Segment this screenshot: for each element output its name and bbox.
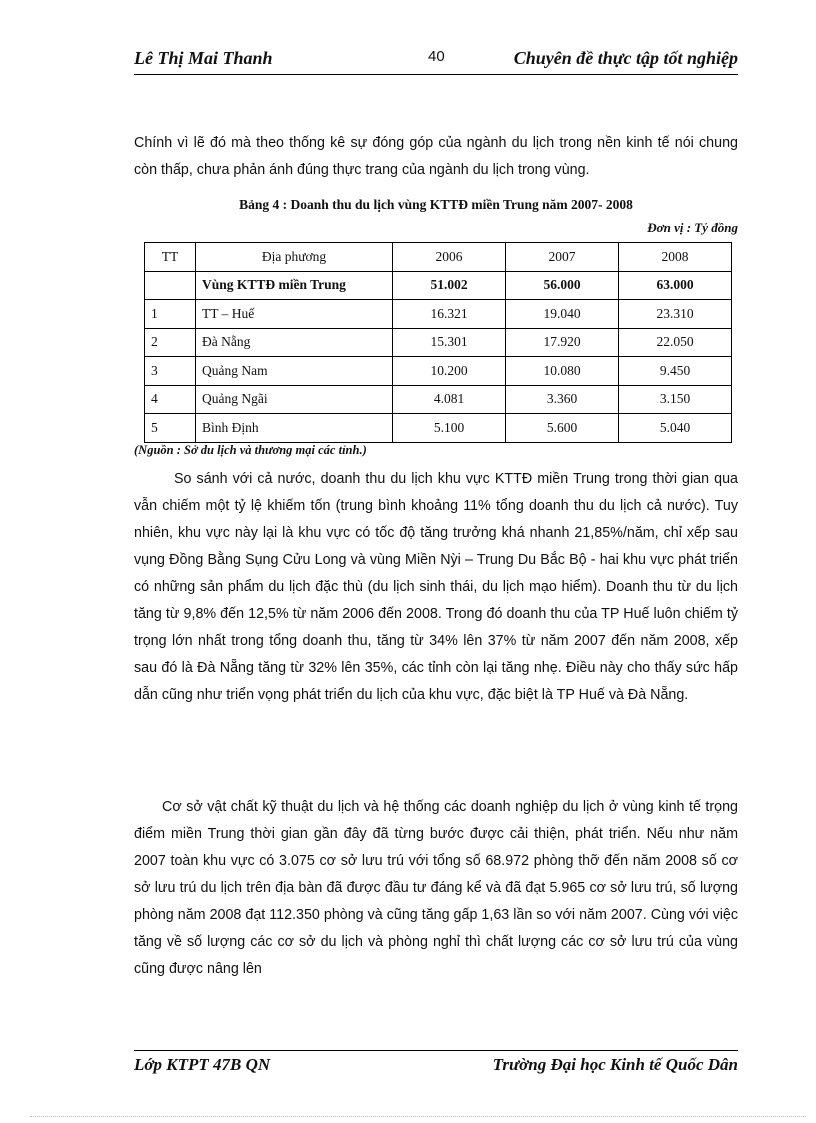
table-cell: 23.310: [619, 300, 732, 329]
table-cell: 3.360: [506, 385, 619, 414]
table-cell: 63.000: [619, 271, 732, 300]
header-doc-title: Chuyên đề thực tập tốt nghiệp: [513, 48, 738, 68]
table-cell: 1: [145, 300, 196, 329]
intro-paragraph: Chính vì lẽ đó mà theo thống kê sự đóng góp của ngành du lịch trong nền kinh tế nói chung còn thấp, chưa phản ánh đúng thực trang của ngành du lịch trong vùng.: [134, 135, 738, 178]
body-paragraph-3: Cơ sở vật chất kỹ thuật du lịch và hệ thống các doanh nghiệp du lịch ở vùng kinh tế trọng điểm miền Trung thời gian gần đây đã từng bước được cải thiện, phát triển. Nếu như năm 2007 toàn khu vực có 3.075 cơ sở lưu trú với tổng số 68.972 phòng thỡ đến năm 2008 số cơ sở lưu trú du lịch trên địa bàn đã được đầu tư đáng kể và đã đạt 5.965 cơ sở lưu trú, số lượng phòng năm 2008 đạt 112.350 phòng và cũng tăng gấp 1,63 lần so với năm 2007. Cùng với việc tăng về số lượng các cơ sở du lịch và phòng nghỉ thì chất lượng các cơ sở lưu trú của vùng cũng được nâng lên: [134, 799, 738, 977]
table-cell: 10.200: [393, 357, 506, 386]
table-row: [145, 414, 732, 443]
table-cell: 15.301: [393, 328, 506, 357]
table-header-cell: 2006: [393, 243, 506, 272]
table-header-row: [145, 243, 732, 272]
table-cell: 19.040: [506, 300, 619, 329]
table-cell: Quảng Nam: [196, 357, 393, 386]
table-cell: Bình Định: [196, 414, 393, 443]
page-footer: [134, 1050, 738, 1081]
table-cell: 17.920: [506, 328, 619, 357]
header-author: Lê Thị Mai Thanh: [134, 48, 273, 68]
table-row: [145, 357, 732, 386]
footer-class-name: Lớp KTPT 47B QN: [134, 1055, 271, 1074]
page-header: [134, 44, 738, 75]
table-cell: Đà Nẵng: [196, 328, 393, 357]
table-unit: Đơn vị : Tỷ đồng: [647, 220, 738, 235]
footer-university: Trường Đại học Kinh tế Quốc Dân: [492, 1055, 738, 1074]
table-header-cell: 2008: [619, 243, 732, 272]
table-cell: Vùng KTTĐ miền Trung: [196, 271, 393, 300]
table-cell: 4: [145, 385, 196, 414]
table-cell: 5.600: [506, 414, 619, 443]
table-cell: 5: [145, 414, 196, 443]
table-cell: 56.000: [506, 271, 619, 300]
table-row: [145, 300, 732, 329]
table-cell: 5.100: [393, 414, 506, 443]
table-cell: 16.321: [393, 300, 506, 329]
table-cell: 3: [145, 357, 196, 386]
page-edge-divider: [30, 1116, 806, 1117]
table-cell: [145, 271, 196, 300]
table-cell: 3.150: [619, 385, 732, 414]
revenue-table: [144, 242, 732, 443]
page-number: 40: [428, 48, 445, 65]
table-cell: 22.050: [619, 328, 732, 357]
table-row: [145, 328, 732, 357]
table-cell: 51.002: [393, 271, 506, 300]
table-row: [145, 385, 732, 414]
table-cell: 9.450: [619, 357, 732, 386]
table-source: (Nguồn : Sở du lịch và thương mại các tỉnh.): [134, 443, 367, 457]
body-paragraph-2: So sánh với cả nước, doanh thu du lịch khu vực KTTĐ miền Trung trong thời gian qua vẫn chiếm một tỷ lệ khiếm tốn (trung bình khoảng 11% tổng doanh thu du lịch cả nước). Tuy nhiên, khu vực này lại là khu vực có tốc độ tăng trưởng khá nhanh 21,85%/năm, chỉ xếp sau vụng Đồng Bằng Sụng Cửu Long và vùng Miền Nỳi – Trung Du Bắc Bộ - hai khu vực phát triển có những sản phẩm du lịch đặc thù (du lịch sinh thái, du lịch mạo hiểm). Doanh thu từ du lịch tăng từ 9,8% đến 12,5% từ năm 2006 đến 2008. Trong đó doanh thu của TP Huế luôn chiếm tỷ trọng lớn nhất trong tổng doanh thu, tăng từ 34% lên 37% từ năm 2007 đến năm 2008, xếp sau đó là Đà Nẵng tăng từ 32% lên 35%, các tỉnh còn lại tăng nhẹ. Điều này cho thấy sức hấp dẫn cũng như triển vọng phát triển du lịch của khu vực, đặc biệt là TP Huế và Đà Nẵng.: [134, 471, 738, 703]
table-cell: 2: [145, 328, 196, 357]
table-caption: Bảng 4 : Doanh thu du lịch vùng KTTĐ miền Trung năm 2007- 2008: [239, 197, 633, 212]
table-cell: 4.081: [393, 385, 506, 414]
table-cell: 10.080: [506, 357, 619, 386]
table-header-cell: 2007: [506, 243, 619, 272]
table-cell: TT – Huế: [196, 300, 393, 329]
table-cell: 5.040: [619, 414, 732, 443]
table-total-row: [145, 271, 732, 300]
table-header-cell: Địa phương: [196, 243, 393, 272]
table-cell: Quảng Ngãi: [196, 385, 393, 414]
table-header-cell: TT: [145, 243, 196, 272]
